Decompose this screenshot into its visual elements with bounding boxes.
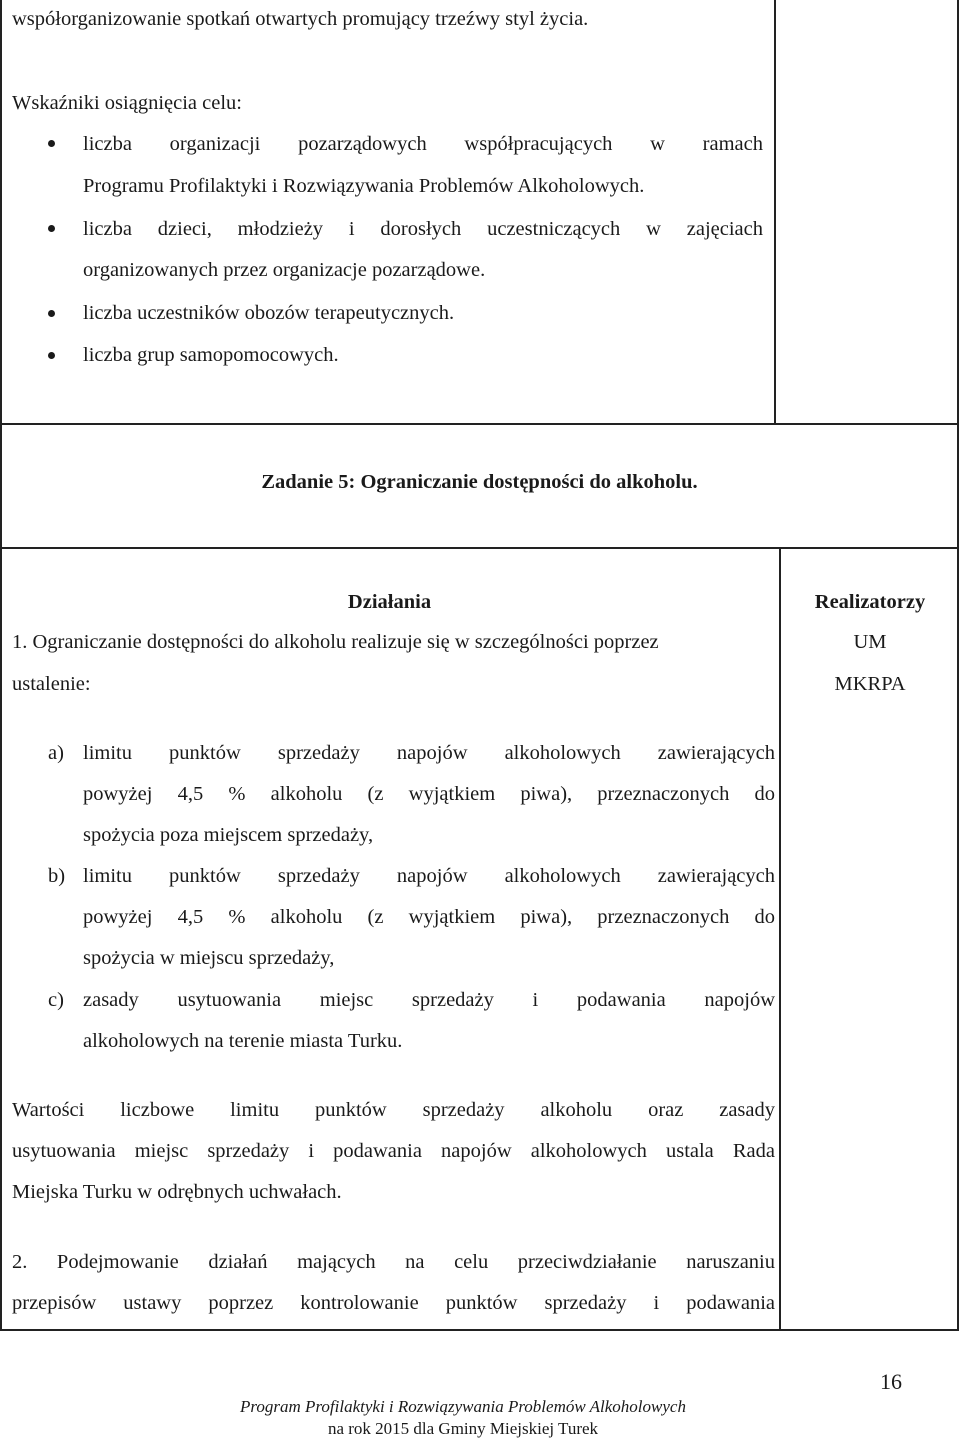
values-paragraph-line-2: usytuowania miejsc sprzedaży i podawania napojów alkoholowych ustala Rada [12,1140,775,1162]
subitem-a-marker: a) [48,742,64,764]
indicator-2-line-2: organizowanych przez organizacje pozarządowe. [83,259,486,281]
divider-heading-bottom [0,547,959,549]
item-2-line-2: przepisów ustawy poprzez kontrolowanie punktów sprzedaży i podawania [12,1292,775,1314]
table-border-right [957,0,959,1331]
indicator-4: liczba grup samopomocowych. [83,344,339,366]
divider-heading-top [0,423,959,425]
values-paragraph-line-3: Miejska Turku w odrębnych uchwałach. [12,1181,342,1203]
subitem-c-line-1: zasady usytuowania miejsc sprzedaży i podawania napojów [83,989,775,1011]
indicators-heading: Wskaźniki osiągnięcia celu: [12,92,242,114]
bullet-icon [48,140,55,147]
subitem-b-line-3: spożycia w miejscu sprzedaży, [83,947,335,969]
subitem-a-line-3: spożycia poza miejscem sprzedaży, [83,824,374,846]
subitem-b-line-1: limitu punktów sprzedaży napojów alkoholowych zawierających [83,865,775,887]
column-header-actions: Działania [347,591,432,613]
item-2-line-1: 2. Podejmowanie działań mających na celu przeciwdziałanie naruszaniu [12,1251,775,1273]
subitem-c-line-2: alkoholowych na terenie miasta Turku. [83,1030,403,1052]
indicator-1-line-2: Programu Profilaktyki i Rozwiązywania Problemów Alkoholowych. [83,175,645,197]
subitem-a-line-1: limitu punktów sprzedaży napojów alkoholowych zawierających [83,742,775,764]
indicator-1-line-1: liczba organizacji pozarządowych współpracujących w ramach [83,133,763,155]
footer-program-title: Program Profilaktyki i Rozwiązywania Problemów Alkoholowych [240,1397,686,1416]
table-border-bottom [0,1329,959,1331]
table-border-left [0,0,2,1331]
divider-upper-column [774,0,776,425]
divider-lower-column [779,547,781,1331]
page-number: 16 [880,1369,902,1394]
column-header-implementers: Realizatorzy [814,591,926,613]
values-paragraph-line-1: Wartości liczbowe limitu punktów sprzedaży alkoholu oraz zasady [12,1099,775,1121]
bullet-icon [48,310,55,317]
task-heading: Zadanie 5: Ograniczanie dostępności do alkoholu. [261,471,698,493]
subitem-a-line-2: powyżej 4,5 % alkoholu (z wyjątkiem piwa), przeznaczonych do [83,783,775,805]
bullet-icon [48,225,55,232]
item-1-line-2: ustalenie: [12,673,91,695]
footer-year-municipality: na rok 2015 dla Gminy Miejskiej Turek [327,1419,599,1438]
indicator-2-line-1: liczba dzieci, młodzieży i dorosłych uczestniczących w zajęciach [83,218,763,240]
implementer-um: UM [853,631,887,653]
bullet-icon [48,352,55,359]
subitem-c-marker: c) [48,989,64,1011]
indicator-3: liczba uczestników obozów terapeutycznych. [83,302,455,324]
implementer-mkrpa: MKRPA [834,673,906,695]
subitem-b-line-2: powyżej 4,5 % alkoholu (z wyjątkiem piwa), przeznaczonych do [83,906,775,928]
subitem-b-marker: b) [48,865,66,887]
item-1-line-1: 1. Ograniczanie dostępności do alkoholu realizuje się w szczególności poprzez [12,631,659,653]
continuation-text: współorganizowanie spotkań otwartych promujący trzeźwy styl życia. [12,8,589,30]
